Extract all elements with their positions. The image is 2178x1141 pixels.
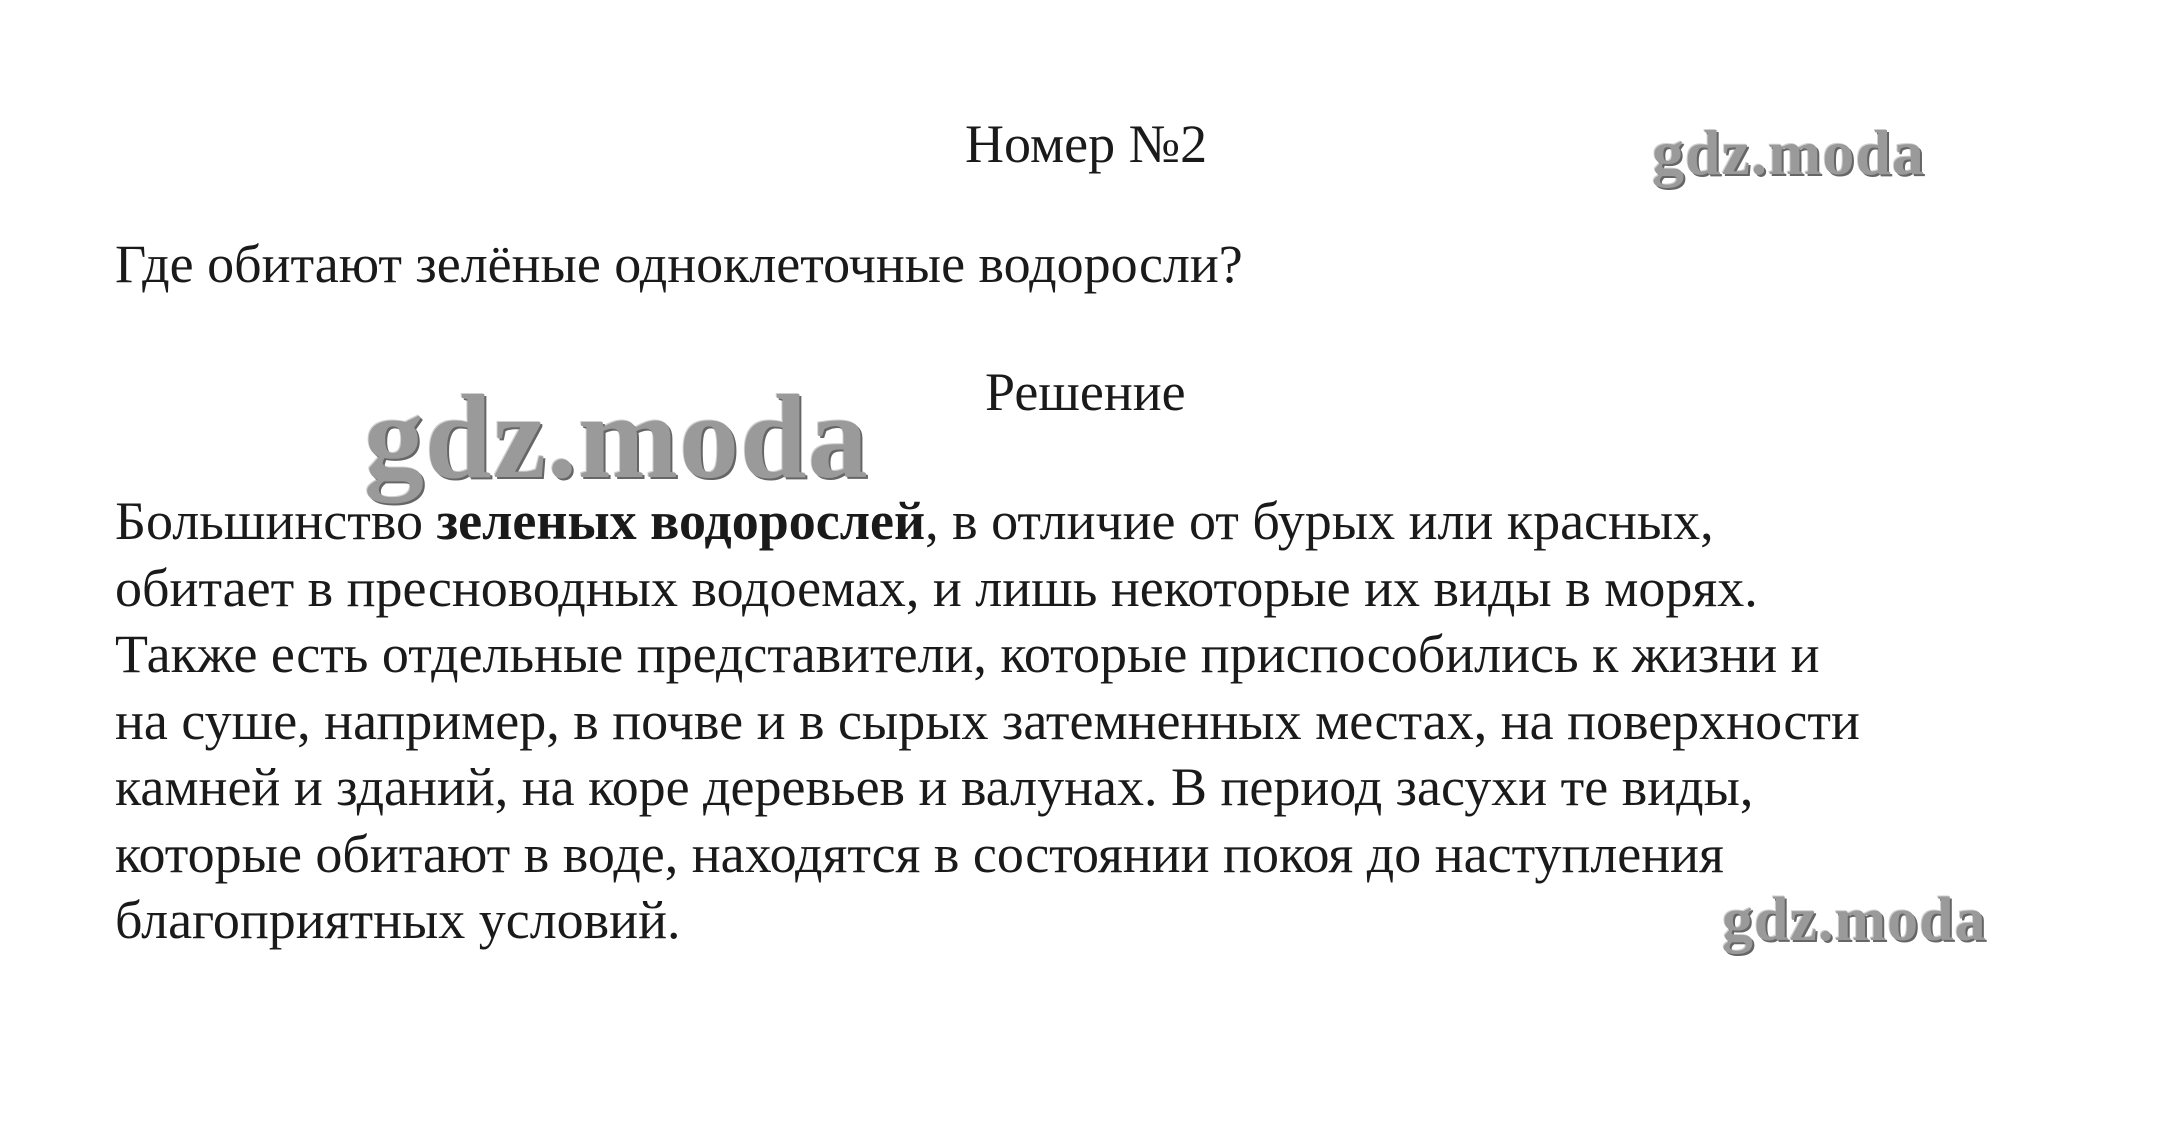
solution-heading: Решение	[985, 362, 1186, 422]
question-text: Где обитают зелёные одноклеточные водоросли?	[115, 234, 1243, 294]
answer-line-1-end: , в отличие от бурых или красных,	[925, 491, 1714, 551]
answer-line-4: на суше, например, в почве и в сырых затемненных местах, на поверхности	[115, 690, 1860, 751]
watermark-logo-bottom: gdz.moda	[1722, 886, 1987, 954]
answer-line-1-start: Большинство	[115, 491, 437, 551]
answer-line-2: обитает в пресноводных водоемах, и лишь некоторые их виды в морях.	[115, 557, 1758, 618]
page-title: Номер №2	[965, 114, 1208, 174]
watermark-logo-middle: gdz.moda	[364, 370, 869, 503]
answer-line-6: которые обитают в воде, находятся в состоянии покоя до наступления	[115, 823, 1724, 884]
answer-line-5: камней и зданий, на коре деревьев и валунах. В период засухи те виды,	[115, 757, 1754, 817]
answer-highlight-term: зеленых водорослей	[436, 491, 926, 551]
answer-line-3: Также есть отдельные представители, которые приспособились к жизни и	[115, 624, 1820, 684]
answer-paragraph	[115, 488, 2115, 954]
answer-line-7: благоприятных условий.	[115, 890, 681, 950]
watermark-logo-top: gdz.moda	[1652, 117, 1925, 188]
